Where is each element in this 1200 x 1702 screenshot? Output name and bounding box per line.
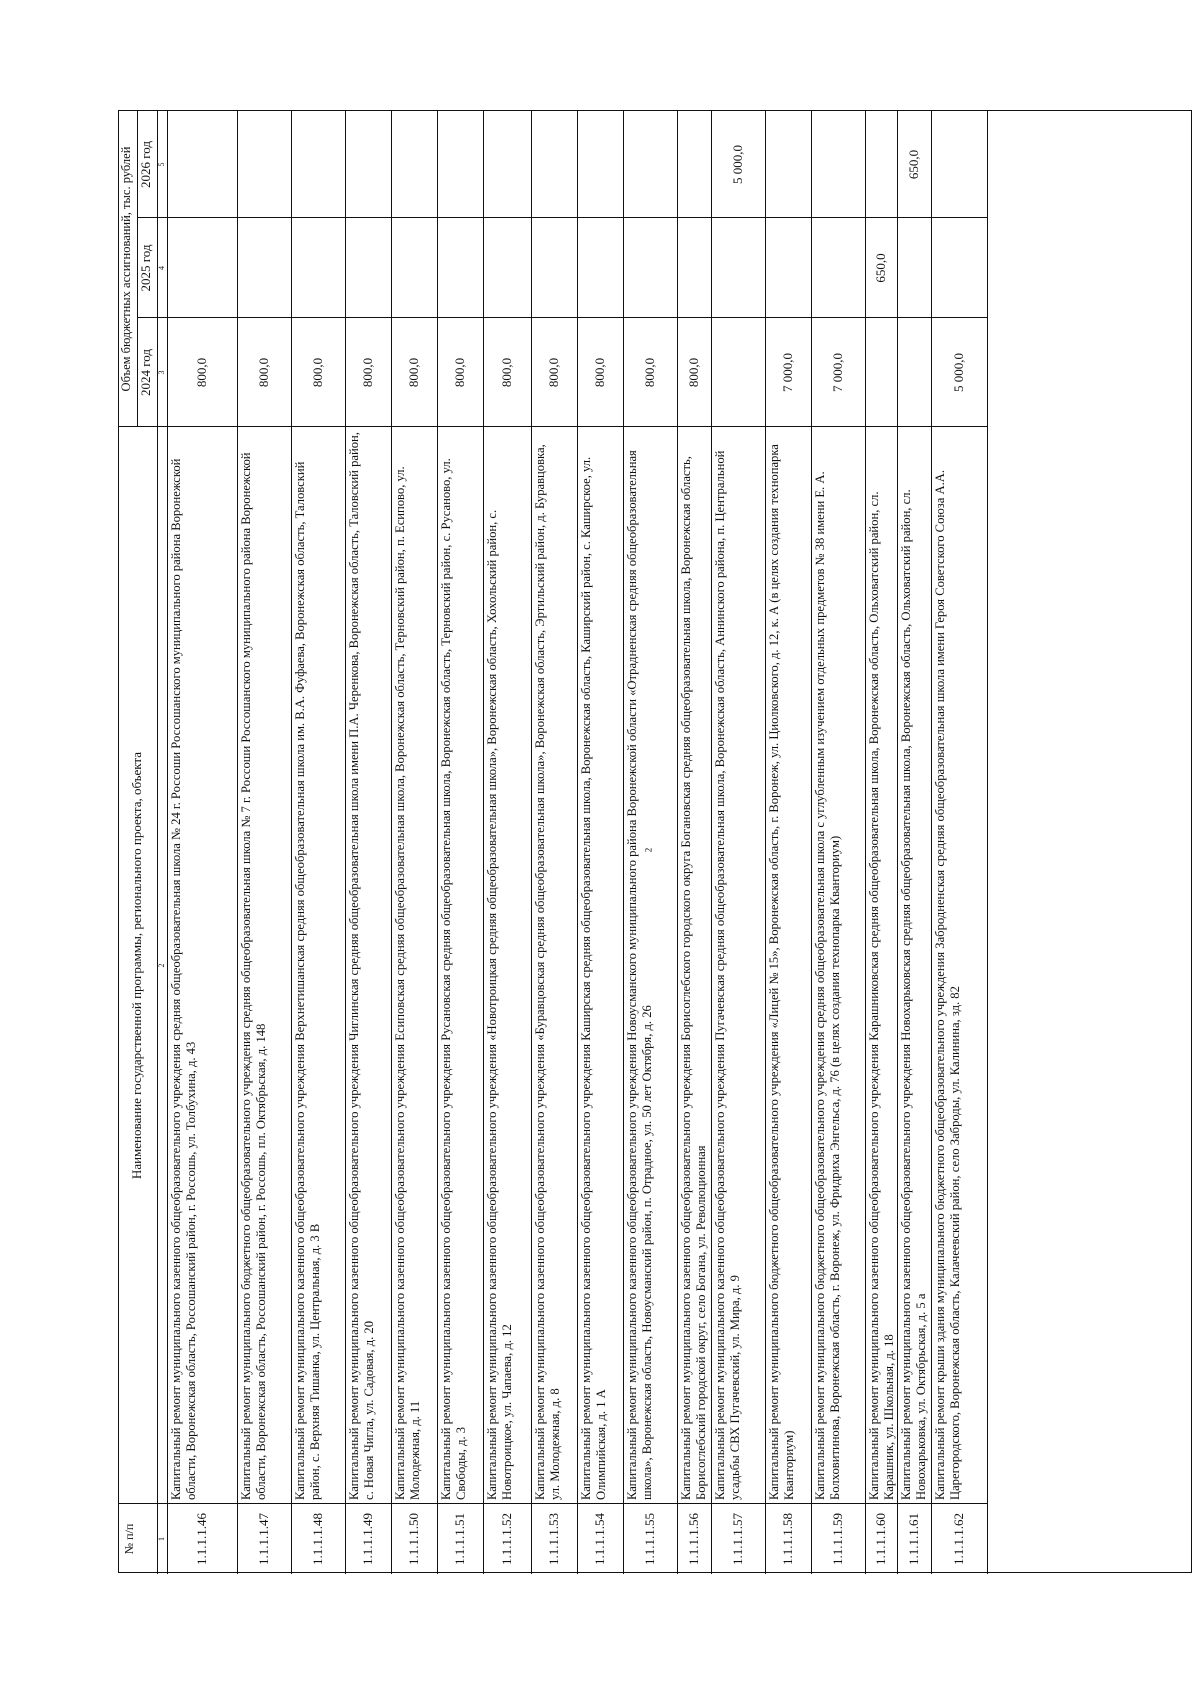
value-2024: 5 000,0 — [951, 353, 966, 392]
value-2024: 800,0 — [406, 357, 421, 388]
value-2024: 800,0 — [310, 357, 325, 388]
value-2026 — [931, 111, 987, 218]
row-description: Капитальный ремонт муниципального казенного общеобразовательного учреждения Русановская средняя общеобразовательная школа, Воронежская область, Терновский район, с. Русаново, ул. Свободы, д. 3 — [439, 458, 468, 1500]
col-divider — [119, 426, 987, 427]
value-2025 — [483, 218, 531, 318]
row-description: Капитальный ремонт муниципального бюджетного общеобразовательного учреждения средняя общеобразовательная школа № 7 г. Россоши Россошанского муниципального района Воронежской области, Воронежская область, Россошанский район, г. Россошь, пл. Октябрьская, д. 148 — [239, 452, 268, 1500]
row-description: Капитальный ремонт муниципального казенного общеобразовательного учреждения Чиглинская средняя общеобразовательная школа имени П.А. Черенкова, Воронежская область, Таловский район, с. Новая Чигла, ул. Садовая, д. 20 — [347, 432, 376, 1500]
header-num: № п/п — [122, 1523, 136, 1555]
value-2024: 800,0 — [592, 357, 607, 388]
col-divider — [167, 217, 987, 218]
value-2026 — [765, 111, 811, 218]
value-2025 — [345, 218, 391, 318]
row-number: 1.1.1.1.57 — [730, 1513, 745, 1565]
value-2025 — [437, 218, 483, 318]
row-description: Капитальный ремонт муниципального казенного общеобразовательного учреждения «Новотроицкая средняя общеобразовательная школа», Воронежская область, Хохольский район, с. Новотроицкое, ул. Чапаева, д. 12 — [485, 509, 514, 1500]
col-divider — [119, 1503, 987, 1504]
value-2026 — [167, 111, 237, 218]
row-description: Капитальный ремонт муниципального казенного общеобразовательного учреждения средняя общеобразовательная школа № 24 г. Россоши Россошанского муниципального района Воронежской области, Воронежская область, Россошанский район, г. Россошь, ул. Толбухина, д. 43 — [169, 458, 198, 1500]
row-description: Капитальный ремонт муниципального казенного общеобразовательного учреждения Карашниковская средняя общеобразовательная школа, Воронежская область, Ольховатский район, сл. Карашник, ул. Школьная, д. 18 — [867, 491, 896, 1500]
value-2025 — [765, 218, 811, 318]
value-2026 — [865, 111, 897, 218]
header-budget: Объем бюджетных ассигнований, тыс. рублей — [119, 146, 133, 392]
row-number: 1.1.1.1.60 — [873, 1513, 888, 1565]
value-2025 — [237, 218, 291, 318]
value-2025 — [677, 218, 711, 318]
row-number: 1.1.1.1.49 — [360, 1513, 375, 1565]
header-index-1: 1 — [157, 1537, 166, 1541]
value-2025 — [577, 218, 623, 318]
header-index-4: 4 — [157, 266, 166, 270]
row-number: 1.1.1.1.50 — [406, 1513, 421, 1565]
row-description: Капитальный ремонт муниципального казенного общеобразовательного учреждения Борисоглебского городского округа Богановская средняя общеобразовательная школа, Воронежская область, Борисоглебский городской округ, село Богана, ул. Революционная — [679, 456, 708, 1500]
row-number: 1.1.1.1.52 — [499, 1513, 514, 1565]
value-2026 — [437, 111, 483, 218]
header-year-2024: 2024 год — [138, 349, 153, 396]
header-year-2025: 2025 год — [138, 244, 153, 292]
value-2025 — [167, 218, 237, 318]
col-divider — [137, 317, 167, 318]
value-2024: 800,0 — [642, 357, 657, 388]
value-2026 — [623, 111, 677, 218]
row-number: 1.1.1.1.58 — [780, 1513, 795, 1565]
value-2025 — [623, 218, 677, 318]
value-2025 — [931, 218, 987, 318]
col-divider — [167, 317, 987, 318]
value-2024: 7 000,0 — [830, 353, 845, 392]
value-2026 — [483, 111, 531, 218]
row-number: 1.1.1.1.48 — [310, 1513, 325, 1565]
row-number: 1.1.1.1.59 — [830, 1513, 845, 1565]
value-2025 — [531, 218, 577, 318]
value-2024: 800,0 — [256, 357, 271, 388]
header-index-3: 3 — [157, 370, 166, 375]
value-2024 — [897, 318, 931, 427]
row-number: 1.1.1.1.61 — [906, 1513, 921, 1565]
row-number: 1.1.1.1.47 — [256, 1513, 271, 1565]
header-index-2: 2 — [157, 963, 166, 968]
row-description: Капитальный ремонт муниципального казенного общеобразовательного учреждения Каширская средняя общеобразовательная школа, Воронежская область, Каширский район, с. Каширское, ул. Олимпийская, д. 1 А — [579, 456, 608, 1500]
value-2025 — [897, 218, 931, 318]
value-2026 — [811, 111, 865, 218]
value-2026 — [291, 111, 345, 218]
value-2024: 800,0 — [194, 357, 209, 388]
value-2026: 5 000,0 — [730, 145, 745, 184]
value-2024: 800,0 — [546, 357, 561, 388]
value-2025 — [711, 218, 765, 318]
row-number: 1.1.1.1.51 — [452, 1513, 467, 1565]
value-2024 — [711, 318, 765, 427]
row-description: Капитальный ремонт муниципального казенного общеобразовательного учреждения «Буравцовская средняя общеобразовательная школа», Воронежская область, Эртильский район, д. Буравцовка, ул. Молодежная, д. 8 — [533, 444, 562, 1500]
header-divider — [137, 111, 138, 427]
row-number: 1.1.1.1.54 — [592, 1513, 607, 1565]
row-description: Капитальный ремонт муниципального казенного общеобразовательного учреждения Пугачевская средняя общеобразовательная школа, Воронежская область, Аннинского района, п. Центральной усадьбы СВХ Пугачевский, ул. Мира, д. 9 — [713, 450, 742, 1500]
value-2024: 800,0 — [499, 357, 514, 388]
value-2025: 650,0 — [873, 253, 888, 283]
header-year-2026: 2026 год — [138, 141, 153, 188]
row-number: 1.1.1.1.62 — [951, 1513, 966, 1565]
header-index-5: 5 — [157, 162, 166, 167]
value-2024 — [865, 318, 897, 427]
value-2026 — [677, 111, 711, 218]
row-number: 1.1.1.1.55 — [642, 1513, 657, 1565]
row-number: 1.1.1.1.46 — [194, 1513, 209, 1565]
value-2025 — [391, 218, 437, 318]
row-divider — [987, 111, 988, 1574]
row-description: Капитальный ремонт муниципального бюджетного общеобразовательного учреждения средняя общеобразовательная школа с углубленным изучением отдельных предметов № 38 имени Е. А. Болховитинова, Воронежская область, г. Воронеж, ул. Фридриха Энгельса, д. 76 (в целях создания технопарка Кванториум) — [813, 471, 842, 1500]
rotated-table-content — [119, 111, 1193, 1574]
value-2024: 800,0 — [686, 357, 701, 388]
value-2026 — [391, 111, 437, 218]
value-2024: 800,0 — [452, 357, 467, 388]
value-2026: 650,0 — [906, 149, 921, 180]
row-description: Капитальный ремонт муниципального казенного общеобразовательного учреждения Верхнетишанская средняя общеобразовательная школа им. В.А. Фуфаева, Воронежская область, Таловский район, с. Верхняя Тишанка, ул. Центральная, д. 3 В — [293, 461, 322, 1500]
page-number: 2 — [643, 847, 654, 853]
col-divider — [137, 217, 167, 218]
value-2025 — [291, 218, 345, 318]
row-description: Капитальный ремонт муниципального бюджетного общеобразовательного учреждения «Лицей № 15», Воронежская область, г. Воронеж, ул. Циолковского, д. 12, к. А (в целях создания технопарка Кванториум) — [767, 444, 796, 1500]
value-2026 — [577, 111, 623, 218]
budget-table — [118, 110, 1192, 1573]
value-2025 — [811, 218, 865, 318]
row-description: Капитальный ремонт муниципального казенного общеобразовательного учреждения Новоусманского муниципального района Воронежской области «Отрадненская средняя общеобразовательная школа», Воронежская область, Новоусманский район, п. Отрадное, ул. 50 лет Октября, д. 26 — [625, 450, 654, 1500]
row-number: 1.1.1.1.56 — [686, 1513, 701, 1565]
value-2026 — [531, 111, 577, 218]
header-name: Наименование государственной программы, регионального проекта, объекта — [129, 751, 144, 1180]
value-2026 — [237, 111, 291, 218]
header-divider — [157, 111, 158, 1574]
value-2024: 800,0 — [360, 357, 375, 388]
value-2024: 7 000,0 — [780, 353, 795, 392]
value-2026 — [345, 111, 391, 218]
row-description: Капитальный ремонт муниципального казенного общеобразовательного учреждения Новохарьковская средняя общеобразовательная школа, Воронежская область, Ольховатский район, сл. Новохарьковка, ул. Октябрьская, д. 5 а — [899, 489, 928, 1500]
row-description: Капитальный ремонт муниципального казенного общеобразовательного учреждения Есиповская средняя общеобразовательная школа, Воронежская область, Терновский район, п. Есипово, ул. Молодежная, д. 11 — [393, 466, 422, 1500]
row-number: 1.1.1.1.53 — [546, 1513, 561, 1565]
row-description: Капитальный ремонт крыши здания муниципального бюджетного общеобразовательного учреждения Забродненская средняя общеобразовательная школа имени Героя Советского Союза А.А. Царегородского, Воронежская область, Калачеевский район, село Заброды, ул. Калинина, зд. 82 — [933, 470, 962, 1500]
